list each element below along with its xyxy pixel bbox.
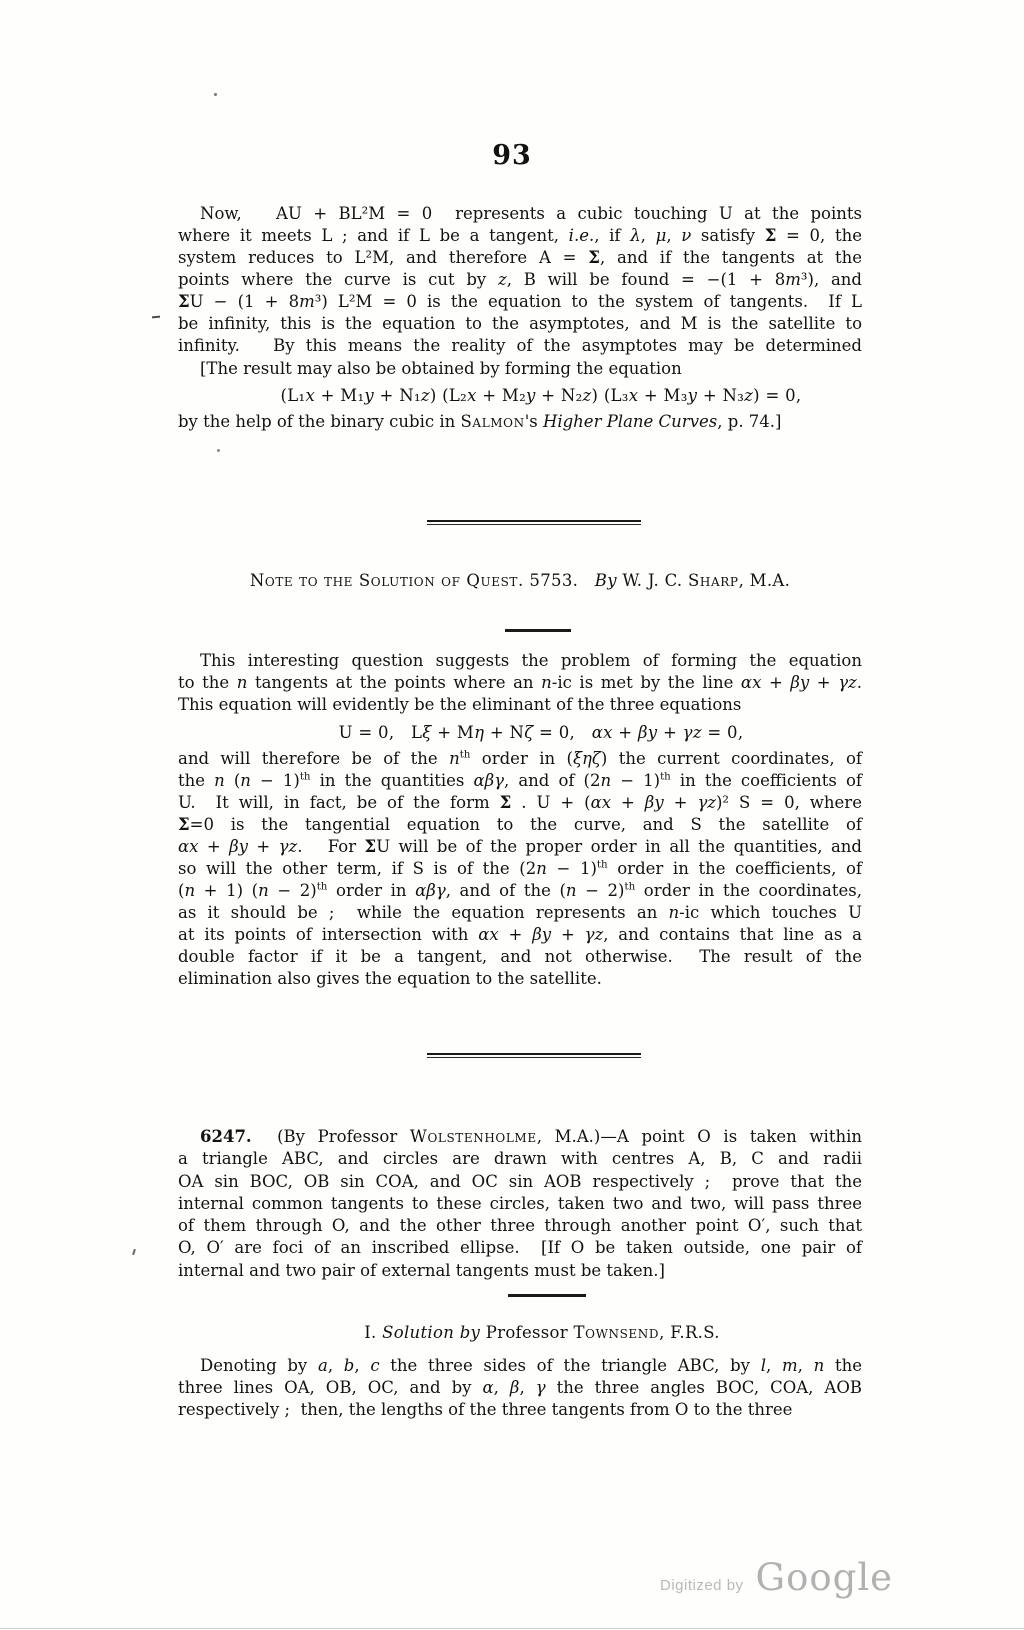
text-line: O, O′ are foci of an inscribed ellipse. [If O be taken outside, one pair of (178, 1238, 862, 1258)
text-line: Denoting by a, b, c the three sides of the triangle ABC, by l, m, n the (200, 1356, 862, 1375)
text-line: elimination also gives the equation to the satellite. (178, 969, 602, 988)
paragraph-note-5753-body (178, 748, 862, 990)
text-line: and will therefore be of the $n^{th}$ order in (ξηζ) the current coordinates, of (178, 749, 862, 768)
paragraph-note-5753-intro (178, 650, 862, 716)
text-line: Σ=0 is the tangential equation to the curve, and S the satellite of (178, 815, 862, 834)
text-line: points where the curve is cut by z, B will be found = −(1 + 8m³), and (178, 270, 862, 289)
solution-heading: I. Solution by Professor Townsend, F.R.S. (364, 1323, 720, 1342)
text-line: a triangle ABC, and circles are drawn with centres A, B, C and radii (178, 1149, 862, 1169)
text-line: (n + 1) $(n - 2)^{th}$ order in αβγ, and of the $(n - 2)^{th}$ order in the coordinates, (178, 881, 862, 900)
text-line: the n $(n - 1)^{th}$ in the quantities αβγ, and of $(2n - 1)^{th}$ in the coefficients of (178, 771, 862, 790)
text-line: αx + βy + γz. For ΣU will be of the proper order in all the quantities, and (178, 837, 862, 856)
google-logo: Google (755, 1556, 894, 1599)
paragraph-solution-townsend (178, 1355, 862, 1421)
heading-rule (505, 629, 571, 632)
scan-speck (132, 1249, 136, 1255)
scan-speck (214, 93, 217, 96)
section-heading-quest-5753: Note to the Solution of Quest. 5753. By W. J. C. Sharp, M.A. (249, 571, 791, 590)
text-line: internal and two pair of external tangents must be taken.] (178, 1260, 665, 1280)
equation-three-equations: U = 0, Lξ + Mη + Nζ = 0, αx + βy + γz = 0, (338, 723, 744, 742)
text-line: as it should be ; while the equation represents an n-ic which touches U (178, 903, 862, 922)
digitized-watermark (660, 1556, 893, 1599)
text-line: ΣU − (1 + 8m³) L²M = 0 is the equation to the system of tangents. If L (178, 292, 862, 311)
text-line: This equation will evidently be the eliminant of the three equations (178, 695, 742, 714)
scan-speck (152, 316, 160, 319)
text-line: by the help of the binary cubic in Salmon's Higher Plane Curves, p. 74.] (178, 412, 782, 431)
bracket-note (178, 356, 862, 436)
text-line: three lines OA, OB, OC, and by α, β, γ the three angles BOC, COA, AOB (178, 1378, 862, 1397)
paragraph-quest-6247 (178, 1126, 862, 1282)
text-line: of them through O, and the other three through another point O′, such that (178, 1216, 862, 1236)
text-line: 6247. (By Professor Wolstenholme, M.A.)—A point O is taken within (200, 1127, 862, 1146)
digitized-by-label: Digitized by (660, 1577, 744, 1594)
text-line: internal common tangents to these circles, taken two and two, will pass three (178, 1193, 862, 1213)
text-line: system reduces to L²M, and therefore A = Σ, and if the tangents at the (178, 248, 862, 267)
text-line: respectively ; then, the lengths of the three tangents from O to the three (178, 1400, 793, 1419)
solution-rule (508, 1294, 586, 1297)
page-number: 93 (492, 140, 532, 171)
text-line: infinity. By this means the reality of the asymptotes may be determined (178, 336, 862, 355)
text-line: OA sin BOC, OB sin COA, and OC sin AOB respectively ; prove that the (178, 1171, 862, 1191)
double-rule-divider (427, 1053, 641, 1058)
text-line: double factor if it be a tangent, and not otherwise. The result of the (178, 947, 862, 966)
double-rule-divider (427, 520, 641, 525)
text-line: so will the other term, if S is of the $(2n - 1)^{th}$ order in the coefficients, of (178, 859, 862, 878)
text-line: This interesting question suggests the problem of forming the equation (200, 651, 862, 670)
equation-line: (L₁x + M₁y + N₁z) (L₂x + M₂y + N₂z) (L₃x + M₃y + N₃z) = 0, (280, 385, 802, 405)
scan-speck (217, 449, 220, 452)
text-line: to the n tangents at the points where an n-ic is met by the line αx + βy + γz. (178, 673, 862, 692)
text-line: U. It will, in fact, be of the form Σ . U + (αx + βy + γz)² S = 0, where (178, 793, 862, 812)
page-bottom-edge (0, 1628, 1024, 1629)
text-line: [The result may also be obtained by forming the equation (200, 359, 682, 378)
paragraph-tangents (178, 203, 862, 357)
text-line: be infinity, this is the equation to the asymptotes, and M is the satellite to (178, 314, 862, 333)
text-line: at its points of intersection with αx + βy + γz, and contains that line as a (178, 925, 862, 944)
text-line: Now, AU + BL²M = 0 represents a cubic touching U at the points (200, 204, 862, 223)
text-line: where it meets L ; and if L be a tangent, i.e., if λ, μ, ν satisfy Σ = 0, the (178, 226, 862, 245)
